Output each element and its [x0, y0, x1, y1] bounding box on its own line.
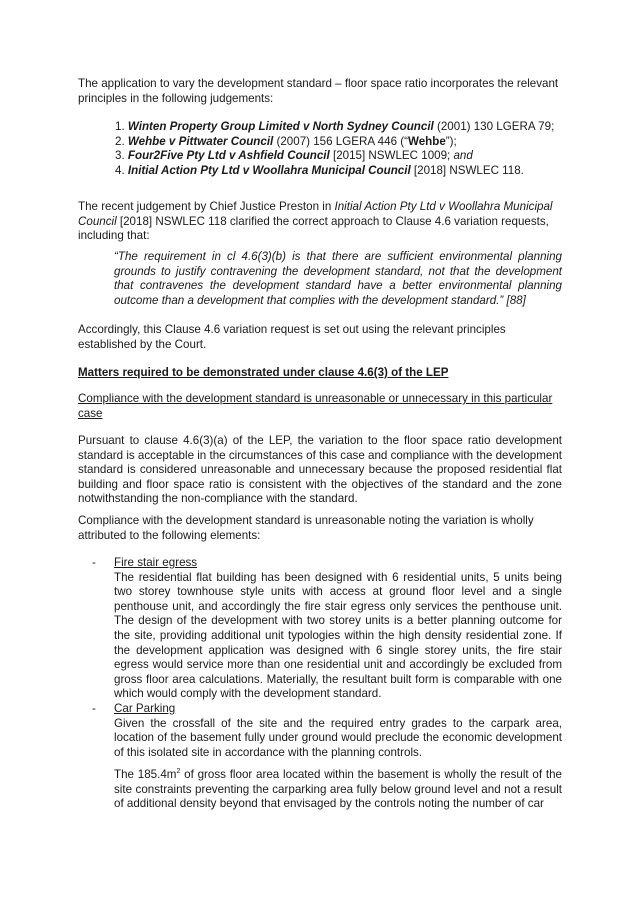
case-citation: [2015] NSWLEC 1009; [329, 149, 454, 163]
bullet-marker: - [92, 702, 96, 715]
recent-judgement-paragraph [78, 200, 562, 244]
list-number: 1. [115, 120, 125, 133]
basement-text-start: The 185.4m [114, 768, 177, 781]
recent-text-end: [2018] NSWLEC 118 clarified the correct approach to Clause 4.6 variation requests, including that: [78, 214, 549, 243]
item-title: Fire stair egress [114, 556, 198, 569]
pursuant-paragraph: Pursuant to clause 4.6(3)(a) of the LEP, the variation to the floor space ratio development standard is acceptable in the circumstances of this case and compliance with the development standard is considered unreasonable and unnecessary because the proposed residential flat building and floor space ratio is consistent with the objectives of the standard and the zone notwithstanding the non-compliance with the standard. [78, 434, 562, 506]
list-number: 3. [115, 149, 125, 163]
list-item [115, 120, 562, 135]
case-citation-end: ”); [445, 134, 457, 148]
basement-text-end: of gross floor area located within the basement is wholly the result of the site constraints preventing the carparking area fully below ground level and not a result of additional density beyond that envisaged by the controls noting the number of car [114, 768, 562, 811]
section-heading: Matters required to be demonstrated under clause 4.6(3) of the LEP [78, 366, 449, 379]
item-text: Given the crossfall of the site and the required entry grades to the carpark area, location of the basement fully under ground would preclude the economic development of this isolated site in accordance with the planning controls. [114, 716, 562, 759]
judgements-list [115, 120, 562, 178]
case-citation: (2001) 130 LGERA 79; [433, 120, 555, 133]
recent-text-start: The recent judgement by Chief Justice Preston in [78, 200, 335, 213]
bullet-marker: - [92, 556, 96, 569]
case-name: Wehbe v Pittwater Council [127, 134, 274, 148]
case-conjunction: and [453, 149, 473, 163]
section-subheading: Compliance with the development standard is unreasonable or unnecessary in this particular case [78, 392, 553, 420]
court-quote: “The requirement in cl 4.6(3)(b) is that there are sufficient environmental planning grounds to justify contravening the development standard, not that the development that contravenes the development standard have a better environmental planning outcome than a development that complies with the development standard.” [88] [114, 250, 562, 307]
list-item-car-parking [114, 702, 562, 760]
list-number: 4. [115, 163, 125, 177]
list-item [115, 135, 562, 150]
accordingly-paragraph: Accordingly, this Clause 4.6 variation request is set out using the relevant principles established by the Court. [78, 323, 506, 351]
list-item [115, 164, 562, 179]
basement-paragraph [114, 768, 562, 812]
recent-case-name: Initial Action Pty Ltd v Woollahra Municipal Council [78, 200, 553, 228]
case-citation: [2018] NSWLEC 118. [410, 163, 524, 177]
list-item [115, 149, 562, 164]
case-name: Initial Action Pty Ltd v Woollahra Municipal Council [127, 163, 411, 177]
item-title: Car Parking [114, 702, 176, 715]
case-name: Four2Five Pty Ltd v Ashfield Council [127, 149, 330, 163]
item-text: The residential flat building has been designed with 6 residential units, 5 units being two storey townhouse style units with access at ground floor level and a single penthouse unit, and accordingly the fire stair egress only services the penthouse unit. The design of the development with two storey units is a better planning outcome for the site, providing additional unit typologies within the high density residential zone. If the development application was designed with 6 single storey units, the fire stair egress would service more than one residential unit and accordingly be excluded from gross floor area calculations. Materially, the resultant built form is comparable with one which would comply with the development standard. [114, 570, 562, 701]
case-short-name: Wehbe [407, 134, 446, 148]
case-name: Winten Property Group Limited v North Sydney Council [127, 120, 434, 133]
superscript: 2 [176, 768, 181, 776]
case-citation: (2007) 156 LGERA 446 (“ [273, 134, 408, 148]
compliance-paragraph: Compliance with the development standard is unreasonable noting the variation is wholly attributed to the following elements: [78, 514, 534, 542]
intro-paragraph: The application to vary the development standard – floor space ratio incorporates the relevant principles in the following judgements: [78, 77, 559, 105]
list-number: 2. [115, 134, 125, 148]
list-item-fire-stair [114, 556, 562, 702]
